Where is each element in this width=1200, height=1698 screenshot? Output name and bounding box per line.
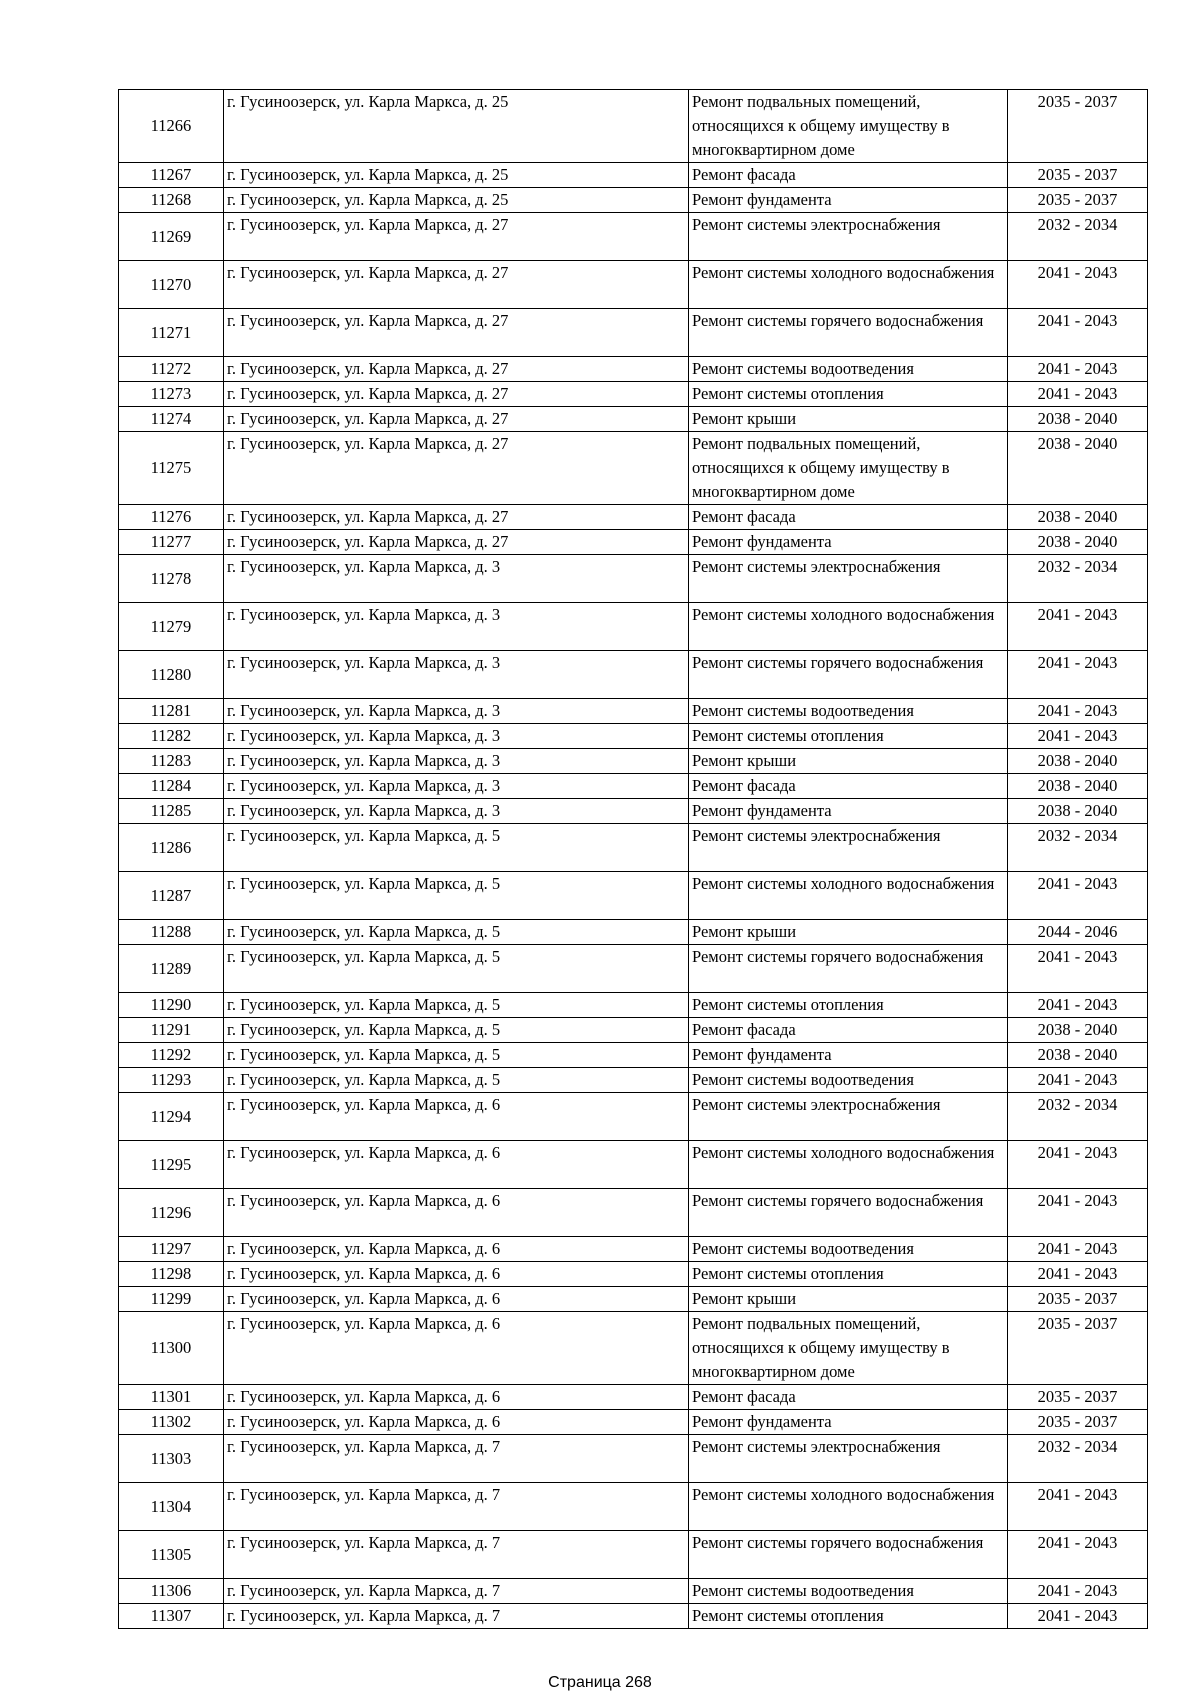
table-row [119,1604,1148,1629]
years-cell: 2041 - 2043 [1008,724,1148,749]
work-type-cell: Ремонт системы отопления [689,1262,1008,1287]
work-type-cell: Ремонт фундамента [689,799,1008,824]
row-number-cell: 11277 [119,530,224,555]
table-row [119,432,1148,505]
row-number-cell: 11290 [119,993,224,1018]
row-number-cell: 11266 [119,90,224,163]
years-cell: 2041 - 2043 [1008,1189,1148,1237]
table-row [119,920,1148,945]
table-row [119,1068,1148,1093]
table-row [119,824,1148,872]
address-cell: г. Гусиноозерск, ул. Карла Маркса, д. 27 [224,357,689,382]
work-type-cell: Ремонт системы горячего водоснабжения [689,1531,1008,1579]
years-cell: 2041 - 2043 [1008,603,1148,651]
years-cell: 2041 - 2043 [1008,1604,1148,1629]
address-cell: г. Гусиноозерск, ул. Карла Маркса, д. 3 [224,724,689,749]
address-cell: г. Гусиноозерск, ул. Карла Маркса, д. 25 [224,163,689,188]
row-number-cell: 11291 [119,1018,224,1043]
address-cell: г. Гусиноозерск, ул. Карла Маркса, д. 6 [224,1287,689,1312]
address-cell: г. Гусиноозерск, ул. Карла Маркса, д. 3 [224,555,689,603]
document-table-wrapper [118,89,1147,1629]
work-type-cell: Ремонт системы холодного водоснабжения [689,1141,1008,1189]
years-cell: 2041 - 2043 [1008,357,1148,382]
years-cell: 2041 - 2043 [1008,1483,1148,1531]
table-row [119,603,1148,651]
years-cell: 2041 - 2043 [1008,1262,1148,1287]
row-number-cell: 11298 [119,1262,224,1287]
address-cell: г. Гусиноозерск, ул. Карла Маркса, д. 27 [224,213,689,261]
address-cell: г. Гусиноозерск, ул. Карла Маркса, д. 6 [224,1189,689,1237]
address-cell: г. Гусиноозерск, ул. Карла Маркса, д. 7 [224,1579,689,1604]
table-row [119,357,1148,382]
work-type-cell: Ремонт фасада [689,1018,1008,1043]
row-number-cell: 11285 [119,799,224,824]
years-cell: 2041 - 2043 [1008,1579,1148,1604]
row-number-cell: 11297 [119,1237,224,1262]
table-row [119,1262,1148,1287]
work-type-cell: Ремонт фундамента [689,530,1008,555]
row-number-cell: 11307 [119,1604,224,1629]
address-cell: г. Гусиноозерск, ул. Карла Маркса, д. 5 [224,1018,689,1043]
address-cell: г. Гусиноозерск, ул. Карла Маркса, д. 3 [224,603,689,651]
row-number-cell: 11306 [119,1579,224,1604]
row-number-cell: 11273 [119,382,224,407]
row-number-cell: 11294 [119,1093,224,1141]
work-type-cell: Ремонт системы отопления [689,993,1008,1018]
work-type-cell: Ремонт системы отопления [689,1604,1008,1629]
address-cell: г. Гусиноозерск, ул. Карла Маркса, д. 3 [224,699,689,724]
address-cell: г. Гусиноозерск, ул. Карла Маркса, д. 6 [224,1312,689,1385]
table-row [119,1093,1148,1141]
row-number-cell: 11296 [119,1189,224,1237]
address-cell: г. Гусиноозерск, ул. Карла Маркса, д. 5 [224,824,689,872]
work-type-cell: Ремонт системы электроснабжения [689,1435,1008,1483]
years-cell: 2038 - 2040 [1008,530,1148,555]
years-cell: 2041 - 2043 [1008,1068,1148,1093]
work-type-cell: Ремонт крыши [689,407,1008,432]
table-row [119,872,1148,920]
address-cell: г. Гусиноозерск, ул. Карла Маркса, д. 25 [224,188,689,213]
work-type-cell: Ремонт системы горячего водоснабжения [689,309,1008,357]
table-row [119,309,1148,357]
row-number-cell: 11275 [119,432,224,505]
table-row [119,382,1148,407]
years-cell: 2038 - 2040 [1008,407,1148,432]
work-type-cell: Ремонт системы водоотведения [689,1237,1008,1262]
years-cell: 2032 - 2034 [1008,213,1148,261]
table-row [119,530,1148,555]
address-cell: г. Гусиноозерск, ул. Карла Маркса, д. 6 [224,1410,689,1435]
years-cell: 2041 - 2043 [1008,1531,1148,1579]
page-number: Страница 268 [548,1674,652,1691]
table-row [119,945,1148,993]
address-cell: г. Гусиноозерск, ул. Карла Маркса, д. 27 [224,309,689,357]
work-type-cell: Ремонт системы отопления [689,724,1008,749]
years-cell: 2035 - 2037 [1008,1410,1148,1435]
table-row [119,1287,1148,1312]
years-cell: 2035 - 2037 [1008,1312,1148,1385]
repair-schedule-table [118,89,1148,1629]
years-cell: 2035 - 2037 [1008,1385,1148,1410]
work-type-cell: Ремонт системы электроснабжения [689,213,1008,261]
row-number-cell: 11274 [119,407,224,432]
row-number-cell: 11278 [119,555,224,603]
work-type-cell: Ремонт системы электроснабжения [689,555,1008,603]
row-number-cell: 11276 [119,505,224,530]
row-number-cell: 11283 [119,749,224,774]
years-cell: 2038 - 2040 [1008,774,1148,799]
years-cell: 2041 - 2043 [1008,651,1148,699]
years-cell: 2032 - 2034 [1008,555,1148,603]
work-type-cell: Ремонт системы холодного водоснабжения [689,872,1008,920]
address-cell: г. Гусиноозерск, ул. Карла Маркса, д. 7 [224,1435,689,1483]
years-cell: 2032 - 2034 [1008,1093,1148,1141]
years-cell: 2035 - 2037 [1008,1287,1148,1312]
row-number-cell: 11268 [119,188,224,213]
work-type-cell: Ремонт фасада [689,774,1008,799]
address-cell: г. Гусиноозерск, ул. Карла Маркса, д. 27 [224,261,689,309]
address-cell: г. Гусиноозерск, ул. Карла Маркса, д. 5 [224,920,689,945]
address-cell: г. Гусиноозерск, ул. Карла Маркса, д. 6 [224,1237,689,1262]
work-type-cell: Ремонт фундамента [689,188,1008,213]
years-cell: 2032 - 2034 [1008,824,1148,872]
address-cell: г. Гусиноозерск, ул. Карла Маркса, д. 7 [224,1604,689,1629]
table-row [119,1018,1148,1043]
table-row [119,1385,1148,1410]
years-cell: 2038 - 2040 [1008,1043,1148,1068]
row-number-cell: 11305 [119,1531,224,1579]
table-row [119,699,1148,724]
address-cell: г. Гусиноозерск, ул. Карла Маркса, д. 6 [224,1141,689,1189]
table-row [119,163,1148,188]
years-cell: 2035 - 2037 [1008,188,1148,213]
years-cell: 2035 - 2037 [1008,163,1148,188]
address-cell: г. Гусиноозерск, ул. Карла Маркса, д. 27 [224,530,689,555]
table-row [119,188,1148,213]
work-type-cell: Ремонт подвальных помещений, относящихся к общему имуществу в многоквартирном доме [689,432,1008,505]
years-cell: 2041 - 2043 [1008,261,1148,309]
work-type-cell: Ремонт системы холодного водоснабжения [689,603,1008,651]
years-cell: 2041 - 2043 [1008,382,1148,407]
work-type-cell: Ремонт системы водоотведения [689,1579,1008,1604]
table-row [119,993,1148,1018]
address-cell: г. Гусиноозерск, ул. Карла Маркса, д. 27 [224,432,689,505]
address-cell: г. Гусиноозерск, ул. Карла Маркса, д. 5 [224,945,689,993]
row-number-cell: 11271 [119,309,224,357]
table-row [119,213,1148,261]
address-cell: г. Гусиноозерск, ул. Карла Маркса, д. 6 [224,1385,689,1410]
address-cell: г. Гусиноозерск, ул. Карла Маркса, д. 5 [224,872,689,920]
years-cell: 2041 - 2043 [1008,993,1148,1018]
years-cell: 2041 - 2043 [1008,309,1148,357]
row-number-cell: 11302 [119,1410,224,1435]
work-type-cell: Ремонт системы водоотведения [689,1068,1008,1093]
address-cell: г. Гусиноозерск, ул. Карла Маркса, д. 7 [224,1483,689,1531]
work-type-cell: Ремонт крыши [689,920,1008,945]
work-type-cell: Ремонт системы водоотведения [689,357,1008,382]
table-row [119,1579,1148,1604]
years-cell: 2032 - 2034 [1008,1435,1148,1483]
years-cell: 2041 - 2043 [1008,1237,1148,1262]
work-type-cell: Ремонт фасада [689,505,1008,530]
work-type-cell: Ремонт системы горячего водоснабжения [689,651,1008,699]
table-row [119,1483,1148,1531]
row-number-cell: 11292 [119,1043,224,1068]
address-cell: г. Гусиноозерск, ул. Карла Маркса, д. 6 [224,1093,689,1141]
table-row [119,555,1148,603]
work-type-cell: Ремонт системы электроснабжения [689,824,1008,872]
work-type-cell: Ремонт фундамента [689,1410,1008,1435]
years-cell: 2038 - 2040 [1008,749,1148,774]
table-row [119,651,1148,699]
row-number-cell: 11289 [119,945,224,993]
row-number-cell: 11286 [119,824,224,872]
years-cell: 2041 - 2043 [1008,945,1148,993]
work-type-cell: Ремонт системы холодного водоснабжения [689,261,1008,309]
table-row [119,90,1148,163]
table-row [119,1043,1148,1068]
table-row [119,774,1148,799]
row-number-cell: 11284 [119,774,224,799]
address-cell: г. Гусиноозерск, ул. Карла Маркса, д. 5 [224,1068,689,1093]
years-cell: 2038 - 2040 [1008,1018,1148,1043]
address-cell: г. Гусиноозерск, ул. Карла Маркса, д. 7 [224,1531,689,1579]
row-number-cell: 11288 [119,920,224,945]
table-row [119,749,1148,774]
row-number-cell: 11281 [119,699,224,724]
table-row [119,505,1148,530]
address-cell: г. Гусиноозерск, ул. Карла Маркса, д. 27 [224,505,689,530]
row-number-cell: 11303 [119,1435,224,1483]
work-type-cell: Ремонт системы горячего водоснабжения [689,1189,1008,1237]
row-number-cell: 11293 [119,1068,224,1093]
years-cell: 2041 - 2043 [1008,699,1148,724]
work-type-cell: Ремонт системы горячего водоснабжения [689,945,1008,993]
work-type-cell: Ремонт системы водоотведения [689,699,1008,724]
table-row [119,261,1148,309]
address-cell: г. Гусиноозерск, ул. Карла Маркса, д. 25 [224,90,689,163]
row-number-cell: 11299 [119,1287,224,1312]
years-cell: 2038 - 2040 [1008,432,1148,505]
address-cell: г. Гусиноозерск, ул. Карла Маркса, д. 6 [224,1262,689,1287]
work-type-cell: Ремонт фундамента [689,1043,1008,1068]
address-cell: г. Гусиноозерск, ул. Карла Маркса, д. 3 [224,774,689,799]
table-row [119,1141,1148,1189]
table-row [119,1410,1148,1435]
row-number-cell: 11269 [119,213,224,261]
work-type-cell: Ремонт фасада [689,163,1008,188]
table-body [119,90,1148,1629]
years-cell: 2038 - 2040 [1008,799,1148,824]
years-cell: 2044 - 2046 [1008,920,1148,945]
work-type-cell: Ремонт фасада [689,1385,1008,1410]
row-number-cell: 11280 [119,651,224,699]
row-number-cell: 11272 [119,357,224,382]
address-cell: г. Гусиноозерск, ул. Карла Маркса, д. 5 [224,993,689,1018]
table-row [119,1312,1148,1385]
address-cell: г. Гусиноозерск, ул. Карла Маркса, д. 27 [224,382,689,407]
address-cell: г. Гусиноозерск, ул. Карла Маркса, д. 27 [224,407,689,432]
table-row [119,1189,1148,1237]
work-type-cell: Ремонт подвальных помещений, относящихся к общему имуществу в многоквартирном доме [689,90,1008,163]
work-type-cell: Ремонт системы отопления [689,382,1008,407]
work-type-cell: Ремонт подвальных помещений, относящихся к общему имуществу в многоквартирном доме [689,1312,1008,1385]
address-cell: г. Гусиноозерск, ул. Карла Маркса, д. 3 [224,749,689,774]
years-cell: 2035 - 2037 [1008,90,1148,163]
work-type-cell: Ремонт крыши [689,1287,1008,1312]
row-number-cell: 11267 [119,163,224,188]
work-type-cell: Ремонт системы холодного водоснабжения [689,1483,1008,1531]
row-number-cell: 11287 [119,872,224,920]
row-number-cell: 11304 [119,1483,224,1531]
row-number-cell: 11295 [119,1141,224,1189]
table-row [119,799,1148,824]
years-cell: 2041 - 2043 [1008,1141,1148,1189]
table-row [119,1531,1148,1579]
row-number-cell: 11270 [119,261,224,309]
work-type-cell: Ремонт системы электроснабжения [689,1093,1008,1141]
years-cell: 2038 - 2040 [1008,505,1148,530]
table-row [119,1435,1148,1483]
address-cell: г. Гусиноозерск, ул. Карла Маркса, д. 3 [224,651,689,699]
work-type-cell: Ремонт крыши [689,749,1008,774]
row-number-cell: 11301 [119,1385,224,1410]
row-number-cell: 11279 [119,603,224,651]
years-cell: 2041 - 2043 [1008,872,1148,920]
table-row [119,1237,1148,1262]
row-number-cell: 11300 [119,1312,224,1385]
table-row [119,724,1148,749]
address-cell: г. Гусиноозерск, ул. Карла Маркса, д. 3 [224,799,689,824]
address-cell: г. Гусиноозерск, ул. Карла Маркса, д. 5 [224,1043,689,1068]
row-number-cell: 11282 [119,724,224,749]
table-row [119,407,1148,432]
